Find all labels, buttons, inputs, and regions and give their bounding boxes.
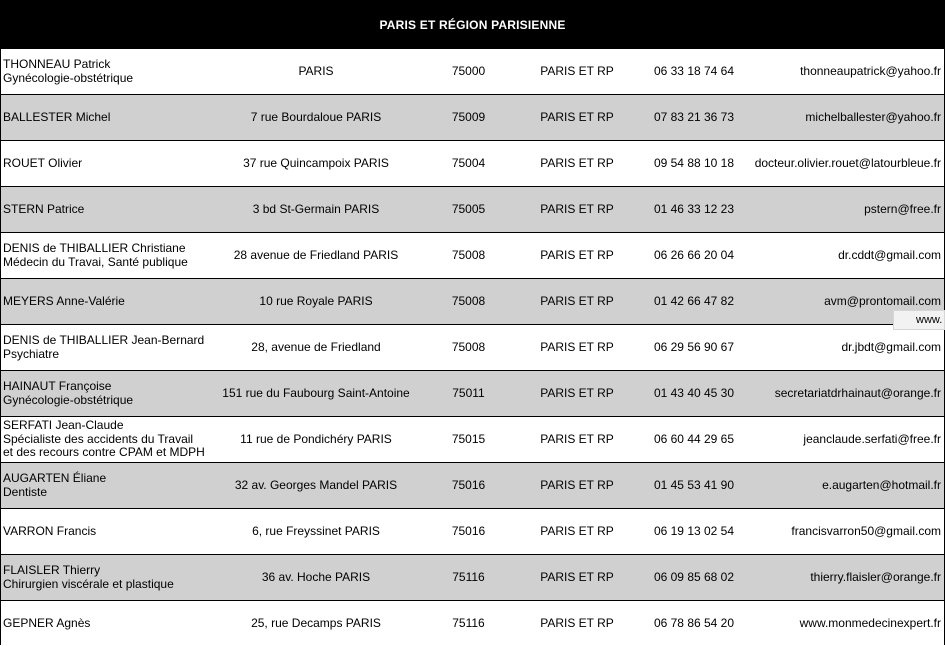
doctor-name: STERN Patrice: [3, 201, 85, 216]
doctor-specialty: Psychiatre: [3, 346, 60, 361]
table-row: [1, 462, 944, 508]
postal-code-cell: [441, 279, 496, 324]
region-cell: [531, 463, 623, 508]
tooltip-text: www.: [916, 314, 943, 326]
name-stack: [3, 295, 125, 309]
name-stack: [3, 334, 204, 361]
address-text: 10 rue Royale PARIS: [259, 293, 373, 308]
address-text: 6, rue Freyssinet PARIS: [252, 523, 380, 538]
region-cell: [531, 371, 623, 416]
address-cell: [216, 601, 416, 646]
region-text: PARIS ET RP: [540, 477, 614, 492]
section-title: PARIS ET RÉGION PARISIENNE: [379, 17, 566, 32]
address-text: 11 rue de Pondichéry PARIS: [240, 431, 392, 446]
doctor-name: HAINAUT Françoise: [3, 379, 112, 393]
doctor-name: FLAISLER Thierry: [3, 563, 101, 577]
region-cell: [531, 417, 623, 462]
region-cell: [531, 233, 623, 278]
region-text: PARIS ET RP: [540, 569, 614, 584]
doctor-specialty: Chirurgien viscérale et plastique: [3, 576, 174, 591]
phone-text: 01 42 66 47 82: [653, 293, 735, 308]
email-cell: [736, 187, 941, 232]
address-text: 151 rue du Faubourg Saint-Antoine: [222, 385, 410, 400]
email-cell: [736, 417, 941, 462]
email-text: e.augarten@hotmail.fr: [822, 477, 941, 492]
phone-text: 06 33 18 74 64: [653, 63, 735, 78]
postal-code-cell: [441, 233, 496, 278]
table-row: [1, 554, 944, 600]
email-text: docteur.olivier.rouet@latourbleue.fr: [754, 155, 941, 170]
email-cell: [736, 325, 941, 370]
name-cell: [3, 49, 218, 94]
table-row: [1, 48, 944, 94]
doctor-specialty: Gynécologie-obstétrique: [3, 70, 134, 85]
phone-text: 07 83 21 36 73: [653, 109, 735, 124]
postal-code-text: 75015: [451, 431, 486, 446]
name-stack: [3, 58, 133, 85]
phone-cell: [646, 141, 742, 186]
postal-code-text: 75016: [451, 477, 486, 492]
table-row: [1, 370, 944, 416]
address-cell: [216, 417, 416, 462]
postal-code-cell: [441, 417, 496, 462]
address-text: 7 rue Bourdaloue PARIS: [250, 109, 382, 124]
doctor-name: AUGARTEN Éliane: [3, 471, 107, 485]
name-cell: [3, 509, 218, 554]
region-text: PARIS ET RP: [540, 293, 614, 308]
postal-code-cell: [441, 509, 496, 554]
name-stack: [3, 525, 96, 539]
postal-code-text: 75009: [451, 109, 486, 124]
postal-code-cell: [441, 555, 496, 600]
doctor-specialty-line2: et des recours contre CPAM et MDPH: [3, 445, 205, 460]
name-stack: [3, 380, 133, 407]
region-text: PARIS ET RP: [540, 385, 614, 400]
name-stack: [3, 111, 110, 125]
doctor-name: GEPNER Agnès: [3, 615, 91, 630]
postal-code-cell: [441, 49, 496, 94]
name-stack: [3, 617, 90, 631]
region-cell: [531, 187, 623, 232]
doctor-name: DENIS de THIBALLIER Christiane: [3, 241, 186, 255]
region-text: PARIS ET RP: [540, 247, 614, 262]
address-text: 3 bd St-Germain PARIS: [252, 201, 380, 216]
email-cell: [736, 555, 941, 600]
phone-cell: [646, 233, 742, 278]
postal-code-text: 75016: [451, 523, 486, 538]
table-row: [1, 186, 944, 232]
email-cell: [736, 233, 941, 278]
email-text: pstern@free.fr: [864, 201, 941, 216]
name-stack: [3, 157, 82, 171]
name-cell: [3, 141, 218, 186]
phone-text: 06 26 66 20 04: [653, 247, 735, 262]
email-text: www.monmedecinexpert.fr: [799, 615, 941, 630]
postal-code-text: 75008: [451, 339, 486, 354]
doctor-table: [1, 48, 944, 646]
table-row: [1, 140, 944, 186]
address-cell: [216, 279, 416, 324]
region-text: PARIS ET RP: [540, 63, 614, 78]
region-cell: [531, 95, 623, 140]
doctor-name: VARRON Francis: [3, 523, 97, 538]
phone-text: 09 54 88 10 18: [653, 155, 735, 170]
email-text: secretariatdrhainaut@orange.fr: [774, 385, 941, 400]
doctor-specialty: Gynécologie-obstétrique: [3, 392, 134, 407]
email-text: thierry.flaisler@orange.fr: [810, 569, 941, 584]
name-stack: [3, 564, 174, 591]
postal-code-text: 75011: [452, 385, 485, 400]
email-cell: [736, 49, 941, 94]
name-cell: [3, 95, 218, 140]
region-text: PARIS ET RP: [540, 339, 614, 354]
phone-text: 01 46 33 12 23: [653, 201, 735, 216]
name-cell: [3, 371, 218, 416]
address-cell: [216, 233, 416, 278]
address-cell: [216, 463, 416, 508]
address-cell: [216, 95, 416, 140]
doctor-specialty: Spécialiste des accidents du Travail: [3, 431, 194, 446]
address-text: 32 av. Georges Mandel PARIS: [234, 477, 398, 492]
doctor-name: DENIS de THIBALLIER Jean-Bernard: [3, 333, 205, 347]
address-cell: [216, 187, 416, 232]
email-cell: [736, 463, 941, 508]
address-cell: [216, 325, 416, 370]
postal-code-cell: [441, 141, 496, 186]
phone-cell: [646, 601, 742, 646]
doctor-name: MEYERS Anne-Valérie: [3, 293, 125, 308]
table-row: [1, 508, 944, 554]
phone-cell: [646, 417, 742, 462]
table-row: [1, 94, 944, 140]
postal-code-text: 75008: [451, 247, 486, 262]
phone-cell: [646, 279, 742, 324]
region-text: PARIS ET RP: [540, 523, 614, 538]
address-text: 37 rue Quincampoix PARIS: [243, 155, 389, 170]
email-cell: [736, 141, 941, 186]
phone-cell: [646, 463, 742, 508]
email-cell: [736, 509, 941, 554]
phone-text: 01 43 40 45 30: [653, 385, 735, 400]
name-cell: [3, 325, 218, 370]
email-text: thonneaupatrick@yahoo.fr: [800, 63, 941, 78]
region-text: PARIS ET RP: [540, 431, 614, 446]
postal-code-text: 75008: [451, 293, 486, 308]
table-row: [1, 232, 944, 278]
postal-code-cell: [441, 187, 496, 232]
address-text: PARIS: [298, 63, 334, 78]
postal-code-cell: [441, 463, 496, 508]
postal-code-cell: [441, 95, 496, 140]
name-cell: [3, 601, 218, 646]
phone-text: 06 09 85 68 02: [653, 569, 735, 584]
name-cell: [3, 417, 218, 462]
region-text: PARIS ET RP: [540, 109, 614, 124]
name-cell: [3, 233, 218, 278]
name-stack: [3, 203, 84, 217]
doctor-specialty: Médecin du Travai, Santé publique: [3, 254, 188, 269]
section-header: [1, 1, 944, 48]
address-text: 28, avenue de Friedland: [251, 339, 381, 354]
region-text: PARIS ET RP: [540, 615, 614, 630]
region-text: PARIS ET RP: [540, 201, 614, 216]
name-cell: [3, 555, 218, 600]
postal-code-text: 75005: [451, 201, 486, 216]
email-text: avm@prontomail.com: [824, 293, 941, 308]
region-cell: [531, 555, 623, 600]
postal-code-cell: [441, 601, 496, 646]
email-cell: [736, 601, 941, 646]
phone-text: 06 29 56 90 67: [653, 339, 735, 354]
postal-code-cell: [441, 371, 496, 416]
phone-text: 06 60 44 29 65: [653, 431, 735, 446]
region-cell: [531, 279, 623, 324]
region-cell: [531, 601, 623, 646]
name-cell: [3, 279, 218, 324]
table-row: [1, 278, 944, 324]
address-cell: [216, 141, 416, 186]
phone-text: 06 19 13 02 54: [653, 523, 735, 538]
address-cell: [216, 555, 416, 600]
name-stack: [3, 472, 106, 499]
doctor-name: ROUET Olivier: [3, 155, 83, 170]
doctor-specialty: Dentiste: [3, 484, 48, 499]
name-cell: [3, 187, 218, 232]
postal-code-cell: [441, 325, 496, 370]
name-stack: [3, 419, 205, 460]
phone-cell: [646, 187, 742, 232]
region-cell: [531, 49, 623, 94]
phone-cell: [646, 49, 742, 94]
email-text: dr.cddt@gmail.com: [838, 247, 941, 262]
address-text: 36 av. Hoche PARIS: [261, 569, 371, 584]
doctor-name: SERFATI Jean-Claude: [3, 418, 124, 433]
address-cell: [216, 509, 416, 554]
phone-text: 01 45 53 41 90: [653, 477, 735, 492]
name-cell: [3, 463, 218, 508]
postal-code-text: 75000: [451, 63, 486, 78]
region-text: PARIS ET RP: [540, 155, 614, 170]
table-row: [1, 600, 944, 646]
doctor-name: THONNEAU Patrick: [3, 57, 111, 71]
postal-code-text: 75004: [451, 155, 486, 170]
name-stack: [3, 242, 188, 269]
phone-text: 06 78 86 54 20: [653, 615, 735, 630]
email-text: jeanclaude.serfati@free.fr: [803, 431, 941, 446]
phone-cell: [646, 95, 742, 140]
address-cell: [216, 49, 416, 94]
email-cell: [736, 371, 941, 416]
phone-cell: [646, 325, 742, 370]
email-text: michelballester@yahoo.fr: [805, 109, 941, 124]
cell-overflow-tooltip: [893, 310, 945, 330]
postal-code-text: 75116: [452, 569, 485, 584]
postal-code-text: 75116: [452, 615, 485, 630]
address-text: 28 avenue de Friedland PARIS: [233, 247, 399, 262]
phone-cell: [646, 509, 742, 554]
table-row: [1, 416, 944, 462]
address-text: 25, rue Decamps PARIS: [251, 615, 381, 630]
region-cell: [531, 325, 623, 370]
region-cell: [531, 141, 623, 186]
region-cell: [531, 509, 623, 554]
phone-cell: [646, 555, 742, 600]
phone-cell: [646, 371, 742, 416]
table-row: [1, 324, 944, 370]
email-text: dr.jbdt@gmail.com: [841, 339, 941, 354]
email-cell: [736, 95, 941, 140]
doctor-name: BALLESTER Michel: [3, 109, 111, 124]
email-text: francisvarron50@gmail.com: [791, 523, 941, 538]
address-cell: [216, 371, 416, 416]
